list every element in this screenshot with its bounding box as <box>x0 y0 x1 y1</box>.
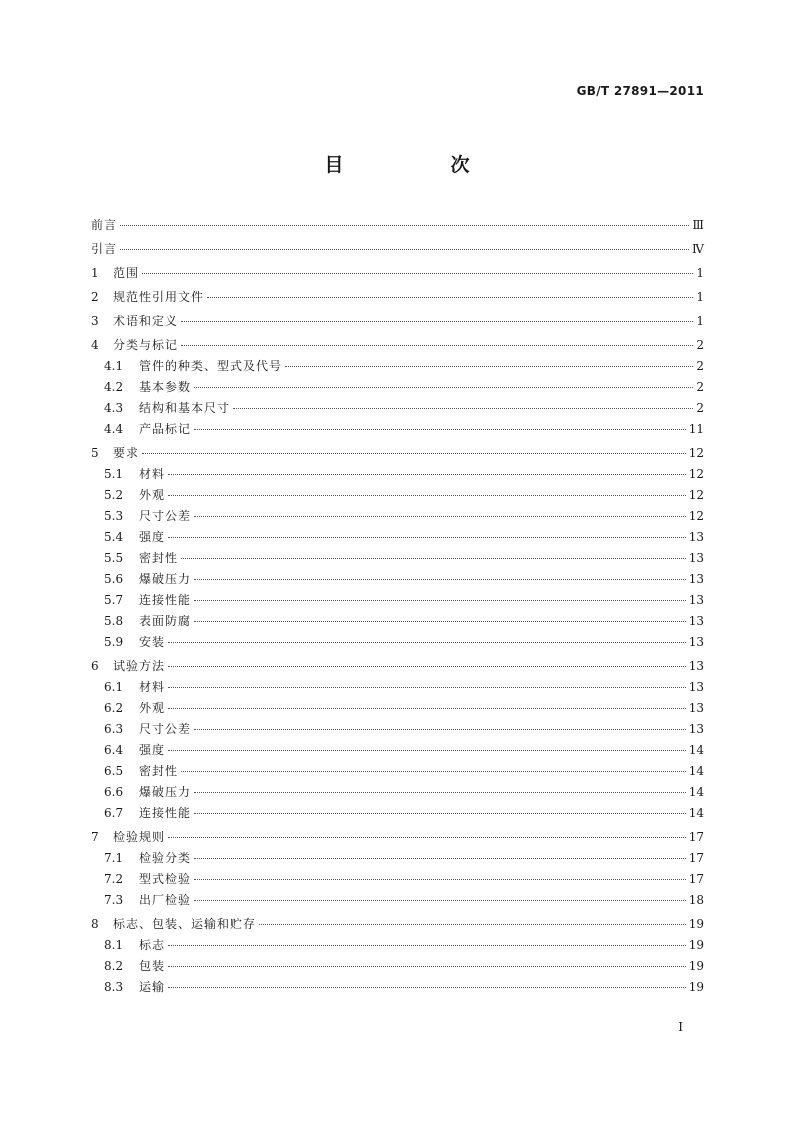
toc-entry[interactable] <box>91 590 704 611</box>
toc-dot-leader <box>168 666 686 667</box>
toc-dot-leader <box>194 813 686 814</box>
toc-entry[interactable] <box>91 977 704 998</box>
toc-entry-title: 尺寸公差 <box>139 722 192 736</box>
toc-dot-leader <box>194 879 686 880</box>
toc-dot-leader <box>194 792 686 793</box>
toc-dot-leader <box>259 924 686 925</box>
toc-entry-page: 2 <box>696 359 704 373</box>
toc-entry-page: 13 <box>688 701 704 715</box>
toc-entry-title: 爆破压力 <box>139 572 192 586</box>
toc-dot-leader <box>194 621 686 622</box>
toc-dot-leader <box>194 900 686 901</box>
toc-entry[interactable] <box>91 761 704 782</box>
toc-entry[interactable] <box>91 548 704 569</box>
toc-entry-number: 7 <box>91 830 99 844</box>
toc-dot-leader <box>194 858 686 859</box>
toc-entry-number: 3 <box>91 314 99 328</box>
toc-entry-number: 4.3 <box>104 401 124 415</box>
toc-entry-page: 2 <box>696 338 704 352</box>
toc-entry-page: 12 <box>688 446 704 460</box>
toc-entry-title: 管件的种类、型式及代号 <box>139 359 283 373</box>
toc-entry-page: 11 <box>688 422 704 436</box>
toc-entry-page: 19 <box>688 938 704 952</box>
toc-entry-page: Ⅲ <box>692 218 704 232</box>
toc-entry-page: 13 <box>688 572 704 586</box>
toc-entry[interactable] <box>91 335 704 356</box>
toc-dot-leader <box>168 966 686 967</box>
toc-entry-title: 引言 <box>91 242 118 256</box>
toc-entry-page: 1 <box>696 290 704 304</box>
toc-entry[interactable] <box>91 956 704 977</box>
toc-entry-title: 标志、包装、运输和贮存 <box>113 917 257 931</box>
toc-entry-number: 5.7 <box>104 593 124 607</box>
toc-entry[interactable] <box>91 740 704 761</box>
toc-entry-page: 19 <box>688 980 704 994</box>
toc-entry-page: 14 <box>688 806 704 820</box>
toc-entry-title: 运输 <box>139 980 166 994</box>
toc-entry-title: 结构和基本尺寸 <box>139 401 231 415</box>
toc-entry-number: 4.4 <box>104 422 124 436</box>
toc-entry-page: 14 <box>688 743 704 757</box>
toc-dot-leader <box>168 837 686 838</box>
toc-entry-number: 5.2 <box>104 488 124 502</box>
toc-dot-leader <box>194 429 686 430</box>
toc-entry-page: 14 <box>688 764 704 778</box>
toc-entry-title: 爆破压力 <box>139 785 192 799</box>
toc-entry[interactable] <box>91 656 704 677</box>
toc-dot-leader <box>194 579 686 580</box>
toc-entry[interactable] <box>91 263 704 284</box>
toc-entry-page: 13 <box>688 551 704 565</box>
toc-dot-leader <box>168 474 686 475</box>
toc-entry-page: 17 <box>688 851 704 865</box>
toc-dot-leader <box>285 366 693 367</box>
toc-entry[interactable] <box>91 803 704 824</box>
toc-entry-page: 2 <box>696 401 704 415</box>
toc-dot-leader <box>194 387 693 388</box>
toc-entry-number: 8.2 <box>104 959 124 973</box>
toc-entry[interactable] <box>91 935 704 956</box>
toc-entry-number: 6 <box>91 659 99 673</box>
toc-entry-page: Ⅳ <box>692 242 704 256</box>
toc-entry-page: 13 <box>688 614 704 628</box>
toc-dot-leader <box>168 495 686 496</box>
toc-entry[interactable] <box>91 827 704 848</box>
toc-dot-leader <box>181 321 693 322</box>
toc-entry[interactable] <box>91 443 704 464</box>
toc-entry[interactable] <box>91 287 704 308</box>
toc-entry-number: 7.1 <box>104 851 124 865</box>
toc-dot-leader <box>120 225 689 226</box>
toc-dot-leader <box>168 708 686 709</box>
toc-entry-title: 标志 <box>139 938 166 952</box>
toc-entry-title: 出厂检验 <box>139 893 192 907</box>
toc-entry-page: 17 <box>688 872 704 886</box>
toc-entry-number: 8.1 <box>104 938 124 952</box>
toc-entry-page: 17 <box>688 830 704 844</box>
toc-entry-number: 1 <box>91 266 99 280</box>
page-title: 目 次 <box>324 154 514 176</box>
toc-entry-title: 产品标记 <box>139 422 192 436</box>
toc-entry[interactable] <box>91 632 704 653</box>
toc-entry-title: 尺寸公差 <box>139 509 192 523</box>
toc-entry-title: 分类与标记 <box>113 338 179 352</box>
toc-entry[interactable] <box>91 848 704 869</box>
toc-dot-leader <box>168 687 686 688</box>
toc-entry-title: 材料 <box>139 680 166 694</box>
toc-entry-page: 12 <box>688 488 704 502</box>
toc-entry[interactable] <box>91 464 704 485</box>
toc-entry-title: 强度 <box>139 743 166 757</box>
toc-dot-leader <box>207 297 693 298</box>
toc-dot-leader <box>168 642 686 643</box>
toc-entry-page: 2 <box>696 380 704 394</box>
toc-dot-leader <box>142 273 693 274</box>
toc-entry-title: 范围 <box>113 266 140 280</box>
toc-entry[interactable] <box>91 869 704 890</box>
toc-entry-page: 1 <box>696 314 704 328</box>
toc-dot-leader <box>168 945 686 946</box>
toc-entry[interactable] <box>91 698 704 719</box>
toc-dot-leader <box>181 558 686 559</box>
toc-dot-leader <box>168 537 686 538</box>
toc-entry-page: 19 <box>688 917 704 931</box>
toc-entry-title: 要求 <box>113 446 140 460</box>
page-number: Ⅰ <box>678 1020 683 1034</box>
toc-entry-page: 18 <box>688 893 704 907</box>
toc-entry-number: 6.1 <box>104 680 124 694</box>
toc-entry-page: 12 <box>688 509 704 523</box>
toc-entry-title: 连接性能 <box>139 806 192 820</box>
toc-entry-number: 5.3 <box>104 509 124 523</box>
toc-entry-title: 前言 <box>91 218 118 232</box>
toc-entry-number: 4.2 <box>104 380 124 394</box>
toc-dot-leader <box>194 516 686 517</box>
toc-entry[interactable] <box>91 419 704 440</box>
toc-entry-number: 6.6 <box>104 785 124 799</box>
toc-entry-title: 连接性能 <box>139 593 192 607</box>
toc-entry-title: 密封性 <box>139 764 179 778</box>
toc-entry[interactable] <box>91 527 704 548</box>
toc-entry-page: 1 <box>696 266 704 280</box>
toc-entry-number: 5.1 <box>104 467 124 481</box>
toc-entry-number: 8 <box>91 917 99 931</box>
toc-entry-title: 密封性 <box>139 551 179 565</box>
standard-code: GB/T 27891—2011 <box>576 84 704 98</box>
toc-entry-title: 外观 <box>139 701 166 715</box>
toc-dot-leader <box>142 453 686 454</box>
toc-entry-number: 5 <box>91 446 99 460</box>
toc-entry[interactable] <box>91 377 704 398</box>
toc-entry[interactable] <box>91 485 704 506</box>
toc-entry-title: 安装 <box>139 635 166 649</box>
toc-entry-number: 5.6 <box>104 572 124 586</box>
toc-entry-title: 包装 <box>139 959 166 973</box>
toc-dot-leader <box>181 771 686 772</box>
toc-entry[interactable] <box>91 611 704 632</box>
table-of-contents <box>91 215 704 998</box>
toc-entry[interactable] <box>91 719 704 740</box>
toc-entry[interactable] <box>91 506 704 527</box>
toc-entry-title: 表面防腐 <box>139 614 192 628</box>
toc-entry-title: 规范性引用文件 <box>113 290 205 304</box>
toc-entry-page: 13 <box>688 680 704 694</box>
toc-entry-number: 6.2 <box>104 701 124 715</box>
toc-entry-page: 13 <box>688 593 704 607</box>
toc-dot-leader <box>168 987 686 988</box>
toc-entry-number: 8.3 <box>104 980 124 994</box>
toc-dot-leader <box>233 408 693 409</box>
toc-entry-title: 检验分类 <box>139 851 192 865</box>
toc-entry-page: 13 <box>688 722 704 736</box>
toc-dot-leader <box>168 750 686 751</box>
toc-dot-leader <box>120 249 689 250</box>
toc-entry-number: 4 <box>91 338 99 352</box>
toc-entry-number: 6.4 <box>104 743 124 757</box>
toc-entry-title: 强度 <box>139 530 166 544</box>
toc-dot-leader <box>194 600 686 601</box>
toc-dot-leader <box>181 345 693 346</box>
toc-entry-title: 试验方法 <box>113 659 166 673</box>
toc-entry[interactable] <box>91 215 704 236</box>
toc-entry[interactable] <box>91 677 704 698</box>
toc-entry-page: 12 <box>688 467 704 481</box>
toc-entry-title: 型式检验 <box>139 872 192 886</box>
toc-entry-title: 外观 <box>139 488 166 502</box>
toc-entry-page: 13 <box>688 659 704 673</box>
toc-entry-page: 13 <box>688 635 704 649</box>
toc-entry-number: 5.4 <box>104 530 124 544</box>
toc-entry[interactable] <box>91 782 704 803</box>
toc-entry-page: 19 <box>688 959 704 973</box>
toc-dot-leader <box>194 729 686 730</box>
toc-entry[interactable] <box>91 356 704 377</box>
toc-entry-number: 4.1 <box>104 359 124 373</box>
toc-entry[interactable] <box>91 398 704 419</box>
toc-entry-number: 5.5 <box>104 551 124 565</box>
toc-entry[interactable] <box>91 569 704 590</box>
toc-entry-number: 7.2 <box>104 872 124 886</box>
toc-entry-number: 6.5 <box>104 764 124 778</box>
toc-entry-page: 14 <box>688 785 704 799</box>
toc-entry[interactable] <box>91 311 704 332</box>
toc-entry[interactable] <box>91 914 704 935</box>
toc-entry-number: 6.7 <box>104 806 124 820</box>
toc-entry[interactable] <box>91 239 704 260</box>
toc-entry-number: 7.3 <box>104 893 124 907</box>
toc-entry-page: 13 <box>688 530 704 544</box>
toc-entry-number: 2 <box>91 290 99 304</box>
toc-entry-title: 检验规则 <box>113 830 166 844</box>
toc-entry-number: 5.8 <box>104 614 124 628</box>
toc-entry-title: 基本参数 <box>139 380 192 394</box>
toc-entry-title: 术语和定义 <box>113 314 179 328</box>
toc-entry-number: 6.3 <box>104 722 124 736</box>
toc-entry-title: 材料 <box>139 467 166 481</box>
toc-entry[interactable] <box>91 890 704 911</box>
toc-entry-number: 5.9 <box>104 635 124 649</box>
